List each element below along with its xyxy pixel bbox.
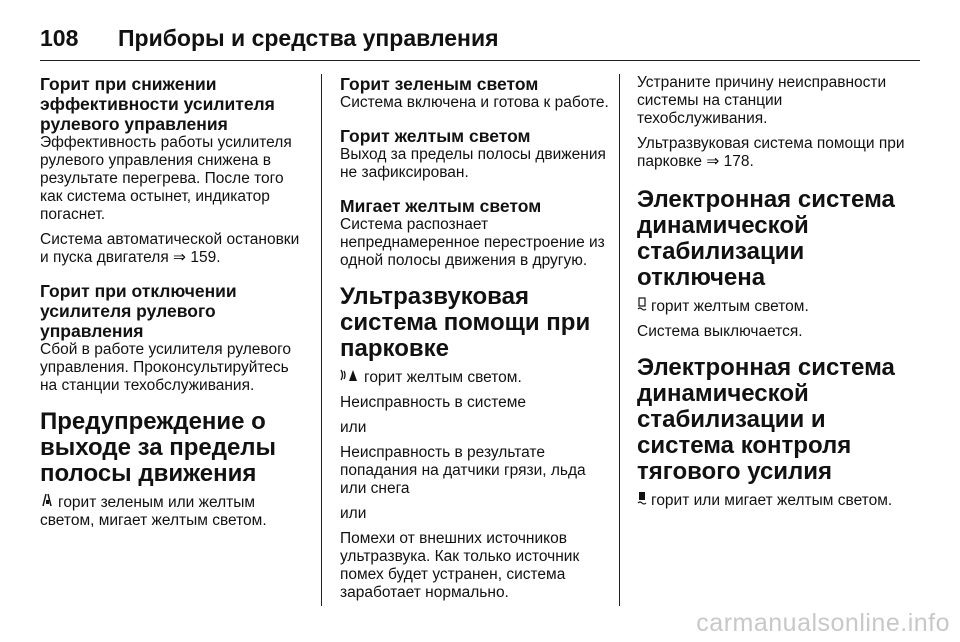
paragraph: Эффективность работы усилителя рулевого управления снижена в результате перегрева. После того как система остынет, индикатор погаснет. — [40, 134, 292, 223]
paragraph-text: горит желтым светом. — [651, 298, 809, 315]
paragraph: Система включена и готова к работе. — [340, 94, 609, 111]
column-2 — [340, 74, 610, 614]
paragraph — [637, 297, 907, 316]
section-heading: Ультразвуковая система помощи при парковке — [340, 283, 591, 362]
section-yellow-blink — [340, 196, 610, 270]
section-yellow-light — [340, 126, 610, 182]
paragraph-text: горит или мигает желтым светом. — [651, 492, 893, 509]
paragraph: Выход за пределы полосы движения не зафиксирован. — [340, 146, 606, 181]
section-title: Горит зеленым светом — [340, 74, 539, 94]
page-number: 108 — [40, 24, 79, 51]
paragraph: или — [340, 505, 367, 522]
section-heading: Электронная система динамической стабилизации отключена — [637, 186, 895, 291]
column-divider — [321, 74, 322, 606]
watermark: carmanualsonline.info — [696, 609, 950, 637]
paragraph: Сбой в работе усилителя рулевого управления. Проконсультируйтесь на станции техобслуживания. — [40, 341, 292, 394]
section-lane-departure — [40, 409, 310, 530]
section-title: Горит при отключении усилителя рулевого управления — [40, 281, 237, 341]
section-steering-off — [40, 281, 310, 395]
paragraph: Ультразвуковая система помощи при парковке ⇒ 178. — [637, 135, 905, 170]
paragraph — [637, 491, 907, 510]
paragraph-text: горит зеленым или желтым светом, мигает желтым светом. — [40, 494, 267, 529]
paragraph: Система выключается. — [637, 323, 803, 340]
lane-departure-icon — [40, 493, 54, 511]
section-heading: Предупреждение о выходе за пределы полосы движения — [40, 408, 277, 487]
page-title: Приборы и средства управления — [118, 24, 499, 51]
paragraph: Система распознает непреднамеренное перестроение из одной полосы движения в другую. — [340, 216, 605, 269]
column-1 — [40, 74, 310, 542]
column-divider — [619, 74, 620, 606]
page-header — [40, 16, 920, 61]
column-3 — [637, 74, 907, 522]
paragraph: Неисправность в результате попадания на датчики грязи, льда или снега — [340, 444, 586, 497]
section-title: Мигает желтым светом — [340, 196, 542, 216]
paragraph: Устраните причину неисправности системы на станции техобслуживания. — [637, 74, 887, 127]
paragraph: Система автоматической остановки и пуска двигателя ⇒ 159. — [40, 231, 300, 266]
section-title: Горит желтым светом — [340, 126, 531, 146]
section-title: Горит при снижении эффективности усилителя рулевого управления — [40, 74, 275, 134]
paragraph-text: горит желтым светом. — [364, 369, 522, 386]
paragraph: или — [340, 419, 367, 436]
paragraph — [40, 493, 310, 530]
section-heading: Электронная система динамической стабилизации и система контроля тягового усилия — [637, 354, 895, 485]
section-esc-tc — [637, 355, 907, 510]
section-green-light — [340, 74, 610, 112]
paragraph: Помехи от внешних источников ультразвука. Как только источник помех будет устранен, система заработает нормально. — [340, 530, 580, 601]
esc-off-icon — [637, 297, 647, 315]
section-esc-off — [637, 187, 907, 341]
paragraph: Неисправность в системе — [340, 394, 527, 411]
esc-icon — [637, 491, 647, 509]
section-parking-assist — [340, 284, 610, 602]
parking-assist-icon — [340, 368, 360, 386]
paragraph — [340, 368, 610, 387]
section-steering-reduced — [40, 74, 310, 267]
